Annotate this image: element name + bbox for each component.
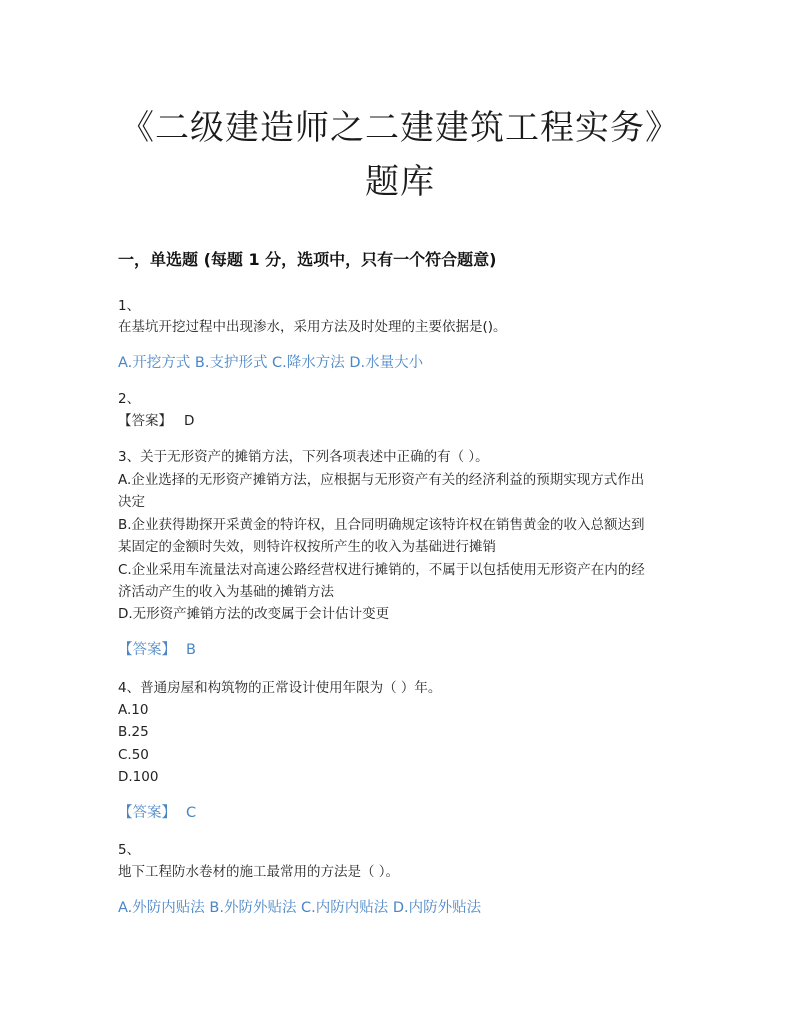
question-3-option-a-line-1: A.企业选择的无形资产摊销方法，应根据与无形资产有关的经济利益的预期实现方式作出 — [118, 472, 645, 488]
document-title-line-2: 题库 — [365, 162, 435, 202]
question-2-answer — [118, 411, 194, 431]
question-4-option-b: B.25 — [118, 724, 149, 740]
question-5-number: 5、 — [118, 842, 141, 858]
answer-label: 【答案】 — [118, 642, 176, 658]
question-5-options: A.外防内贴法 B.外防外贴法 C.内防内贴法 D.内防外贴法 — [118, 900, 482, 916]
question-3-answer — [118, 640, 196, 660]
question-3-stem: 3、关于无形资产的摊销方法，下列各项表述中正确的有（ ）。 — [118, 449, 489, 465]
question-1-options: A.开挖方式 B.支护形式 C.降水方法 D.水量大小 — [118, 355, 424, 371]
question-2-number: 2、 — [118, 391, 141, 407]
question-4-option-a: A.10 — [118, 702, 149, 718]
question-1-number: 1、 — [118, 298, 141, 314]
question-3-option-c-line-2: 济活动产生的收入为基础的摊销方法 — [118, 584, 334, 600]
question-4-stem: 4、普通房屋和构筑物的正常设计使用年限为（ ）年。 — [118, 680, 442, 696]
question-3-option-c-line-1: C.企业采用车流量法对高速公路经营权进行摊销的，不属于以包括使用无形资产在内的经 — [118, 562, 645, 578]
question-3-option-d: D.无形资产摊销方法的改变属于会计估计变更 — [118, 606, 390, 622]
answer-value: D — [184, 413, 195, 429]
question-3-option-a-line-2: 决定 — [118, 494, 145, 510]
question-4-answer — [118, 803, 196, 823]
question-3-option-b-line-2: 某固定的金额时失效，则特许权按所产生的收入为基础进行摊销 — [118, 539, 496, 555]
answer-value: C — [186, 805, 197, 821]
answer-label: 【答案】 — [118, 805, 176, 821]
question-5-stem: 地下工程防水卷材的施工最常用的方法是（ ）。 — [118, 864, 400, 880]
question-1-stem: 在基坑开挖过程中出现渗水，采用方法及时处理的主要依据是()。 — [118, 319, 507, 335]
document-title-line-1: 《二级建造师之二建建筑工程实务》 — [120, 108, 680, 148]
answer-value: B — [186, 642, 196, 658]
question-3-option-b-line-1: B.企业获得勘探开采黄金的特许权，且合同明确规定该特许权在销售黄金的收入总额达到 — [118, 517, 645, 533]
question-4-option-c: C.50 — [118, 747, 149, 763]
question-4-option-d: D.100 — [118, 769, 159, 785]
answer-label: 【答案】 — [118, 413, 172, 429]
section-heading: 一，单选题 (每题 1 分，选项中，只有一个符合题意) — [118, 250, 497, 269]
